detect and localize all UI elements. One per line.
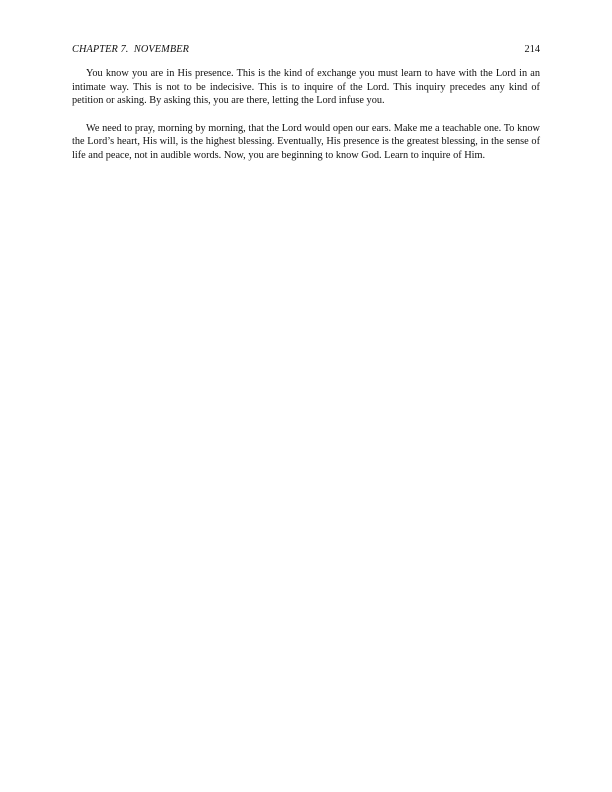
paragraph: You know you are in His presence. This is the kind of exchange you must learn to have with the Lord in an intimate way. This is not to be indecisive. This is to inquire of the Lord. This inquiry precedes any kind of petition or asking. By asking this, you are there, letting the Lord infuse you. [72, 68, 540, 107]
chapter-number: CHAPTER 7. [72, 44, 129, 55]
running-header [72, 43, 540, 57]
chapter-heading [72, 43, 189, 57]
page-body [72, 67, 540, 177]
page-number: 214 [524, 44, 540, 55]
paragraph: We need to pray, morning by morning, that the Lord would open our ears. Make me a teachable one. To know the Lord’s heart, His will, is the highest blessing. Eventually, His presence is the greatest blessing, in the sense of life and peace, not in audible words. Now, you are beginning to know God. Learn to inquire of Him. [72, 122, 540, 161]
chapter-title: NOVEMBER [133, 44, 189, 55]
